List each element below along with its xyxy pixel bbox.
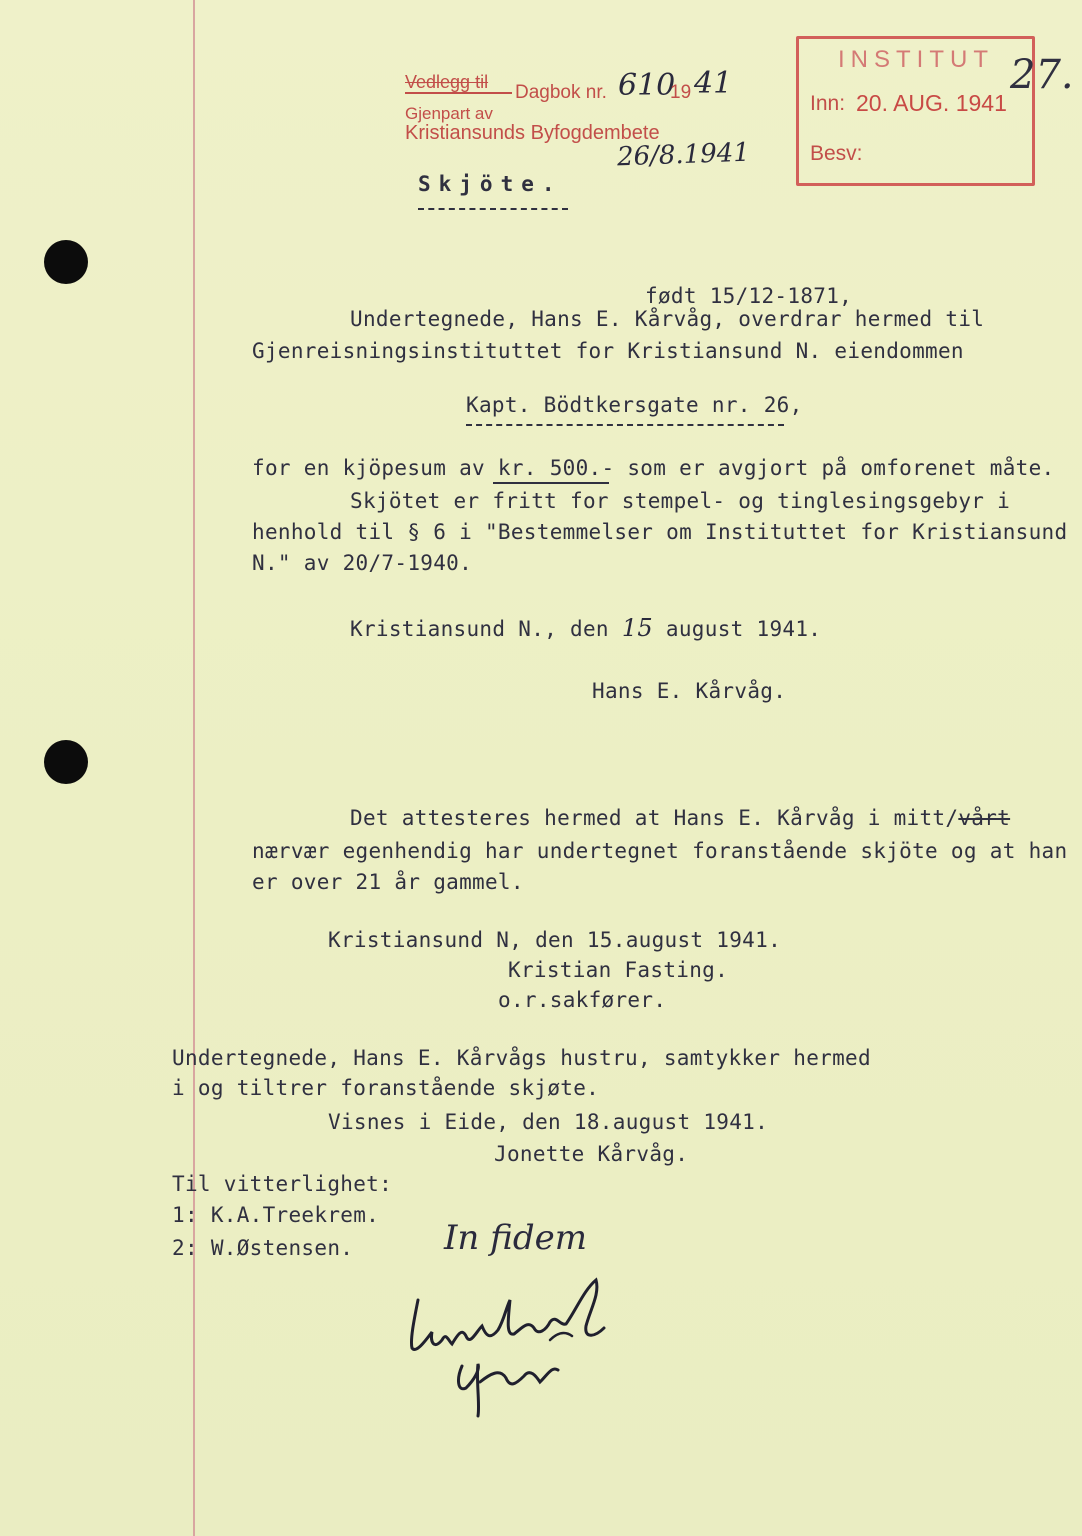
- consent-place-date: Visnes i Eide, den 18.august 1941.: [328, 1110, 769, 1134]
- title-underline: [418, 208, 568, 210]
- margin-rule: [193, 0, 195, 1536]
- signer-name: Hans E. Kårvåg.: [592, 679, 787, 703]
- stamp-underline: [405, 92, 512, 94]
- property-address: Kapt. Bödtkersgate nr. 26,: [466, 393, 803, 417]
- document-title: Skjöte.: [418, 172, 563, 196]
- attest-name: Kristian Fasting.: [508, 958, 729, 982]
- witness-label: Til vitterlighet:: [172, 1172, 393, 1196]
- attest-line-3: er over 21 år gammel.: [252, 870, 524, 894]
- received-date: 20. AUG. 1941: [856, 90, 1007, 116]
- dagbok-year-handwritten: 41: [694, 66, 733, 101]
- office-name: Kristiansunds Byfogdembete: [405, 122, 660, 144]
- consent-line-1: Undertegnede, Hans E. Kårvågs hustru, samtykker hermed: [172, 1046, 871, 1070]
- handwritten-signature: [400, 1270, 640, 1420]
- attest-line-2: nærvær egenhendig har undertegnet foranstående skjöte og at han: [252, 839, 1068, 863]
- attest-line-1: Det attesteres hermed at Hans E. Kårvåg i mitt/vårt: [350, 806, 1011, 830]
- fidem-note: In fidem: [444, 1218, 587, 1258]
- stamp-title: INSTITUT: [838, 46, 994, 73]
- dagbok-label: Dagbok nr.: [515, 82, 607, 103]
- body-p2-line-1: Skjötet er fritt for stempel- og tinglesingsgebyr i: [350, 489, 1011, 513]
- reply-label: Besv:: [810, 142, 863, 165]
- body-line-2: Gjenreisningsinstituttet for Kristiansund N. eiendommen: [252, 339, 964, 363]
- consent-signer: Jonette Kårvåg.: [494, 1142, 689, 1166]
- witness-1: 1: K.A.Treekrem.: [172, 1203, 380, 1227]
- born-note: født 15/12-1871,: [645, 284, 853, 308]
- consent-line-2: i og tiltrer foranstående skjøte.: [172, 1076, 600, 1100]
- price-line: for en kjöpesum av kr. 500.- som er avgjort på omforenet måte.: [252, 456, 1055, 480]
- attest-title: o.r.sakfører.: [498, 988, 667, 1012]
- body-p2-line-2: henhold til § 6 i "Bestemmelser om Instituttet for Kristiansund: [252, 520, 1068, 544]
- price-underline: [493, 482, 609, 484]
- dagbok-number: 610: [618, 68, 676, 103]
- body-line-1: Undertegnede, Hans E. Kårvåg, overdrar hermed til: [350, 307, 985, 331]
- attest-place-date: Kristiansund N, den 15.august 1941.: [328, 928, 782, 952]
- gjenpart-label: Gjenpart av: [405, 104, 493, 123]
- received-label: Inn:: [810, 92, 846, 115]
- punch-hole-top: [44, 240, 88, 284]
- page-number: 27.: [1010, 52, 1074, 98]
- body-p2-line-3: N." av 20/7-1940.: [252, 551, 473, 575]
- handwritten-date: 26/8.1941: [616, 137, 751, 173]
- stamp-struck-text: Vedlegg til: [405, 72, 489, 92]
- property-underline: [466, 424, 784, 426]
- witness-2: 2: W.Østensen.: [172, 1236, 354, 1260]
- punch-hole-bottom: [44, 740, 88, 784]
- place-date: Kristiansund N., den 15 august 1941.: [350, 614, 822, 642]
- dagbok-year-printed: 19: [670, 82, 692, 103]
